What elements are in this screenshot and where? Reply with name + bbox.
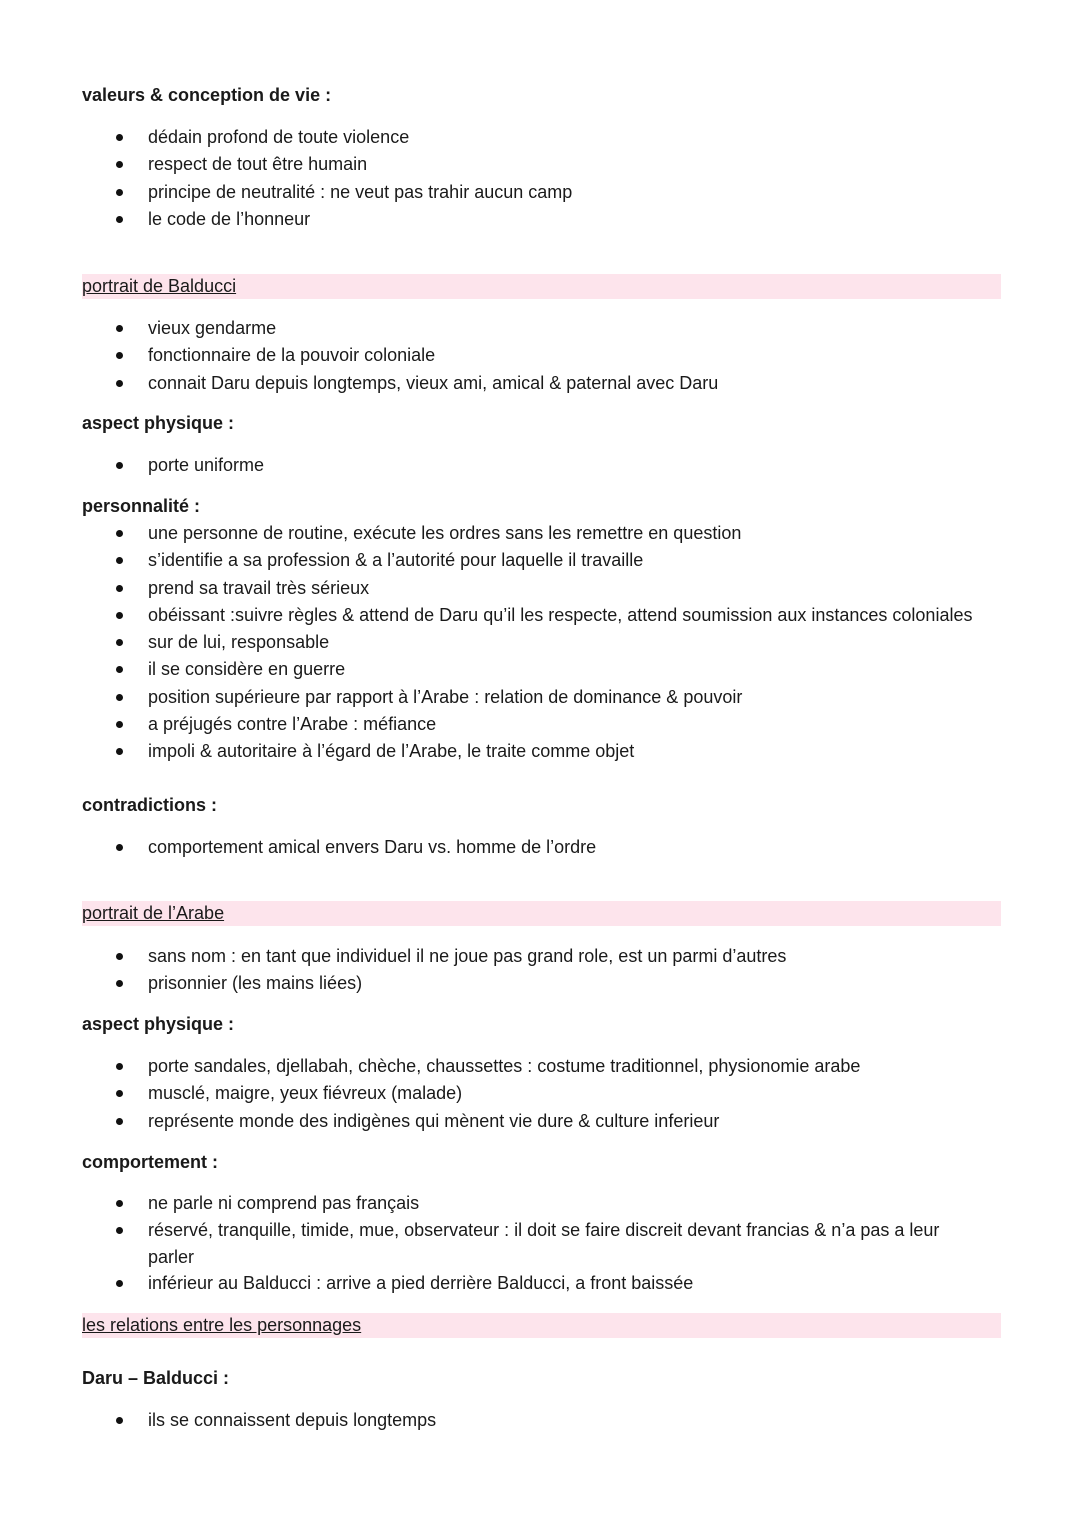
arabe-intro-list — [113, 943, 786, 998]
bullet-item: position supérieure par rapport à l’Arabe : relation de dominance & pouvoir — [113, 684, 972, 711]
bullet-item: dédain profond de toute violence — [113, 124, 572, 151]
balducci-contradictions-heading: contradictions : — [82, 795, 218, 815]
bullet-item: le code de l’honneur — [113, 206, 572, 233]
arabe-comportement-list — [113, 1190, 968, 1298]
bullet-item: prisonnier (les mains liées) — [113, 970, 786, 997]
values-heading: valeurs & conception de vie : — [82, 85, 332, 105]
values-list — [113, 124, 572, 233]
bullet-item: porte sandales, djellabah, chèche, chaussettes : costume traditionnel, physionomie arabe — [113, 1053, 860, 1080]
bullet-item: comportement amical envers Daru vs. homme de l’ordre — [113, 834, 596, 861]
bullet-item: a préjugés contre l’Arabe : méfiance — [113, 711, 972, 738]
bullet-item: une personne de routine, exécute les ordres sans les remettre en question — [113, 520, 972, 547]
balducci-personnalite-list — [113, 520, 972, 766]
bullet-item: inférieur au Balducci : arrive a pied derrière Balducci, a front baissée — [113, 1270, 968, 1297]
bullet-item: sans nom : en tant que individuel il ne joue pas grand role, est un parmi d’autres — [113, 943, 786, 970]
balducci-contradictions-list — [113, 834, 596, 861]
bullet-item: ils se connaissent depuis longtemps — [113, 1407, 436, 1434]
section-title-balducci: portrait de Balducci — [82, 274, 1001, 299]
bullet-item: prend sa travail très sérieux — [113, 575, 972, 602]
section-title-arabe: portrait de l’Arabe — [82, 901, 1001, 926]
balducci-physique-list — [113, 452, 264, 479]
bullet-item: musclé, maigre, yeux fiévreux (malade) — [113, 1080, 860, 1107]
arabe-physique-heading: aspect physique : — [82, 1014, 235, 1034]
bullet-item: impoli & autoritaire à l’égard de l’Arabe, le traite comme objet — [113, 738, 972, 765]
bullet-item: vieux gendarme — [113, 315, 718, 342]
arabe-physique-list — [113, 1053, 860, 1135]
bullet-item: respect de tout être humain — [113, 151, 572, 178]
bullet-item: sur de lui, responsable — [113, 629, 972, 656]
bullet-item: porte uniforme — [113, 452, 264, 479]
bullet-item: principe de neutralité : ne veut pas trahir aucun camp — [113, 179, 572, 206]
bullet-item: il se considère en guerre — [113, 656, 972, 683]
relations-daru-balducci-heading: Daru – Balducci : — [82, 1368, 230, 1388]
bullet-item: ne parle ni comprend pas français — [113, 1190, 968, 1217]
arabe-comportement-heading: comportement : — [82, 1152, 219, 1172]
balducci-intro-list — [113, 315, 718, 397]
relations-list — [113, 1407, 436, 1434]
bullet-item: s’identifie a sa profession & a l’autorité pour laquelle il travaille — [113, 547, 972, 574]
bullet-item: fonctionnaire de la pouvoir coloniale — [113, 342, 718, 369]
balducci-personnalite-heading: personnalité : — [82, 496, 201, 516]
section-title-relations: les relations entre les personnages — [82, 1313, 1001, 1338]
bullet-item: réservé, tranquille, timide, mue, observateur : il doit se faire discreit devant francias & n’a pas a leur parler — [113, 1217, 968, 1270]
bullet-item: connait Daru depuis longtemps, vieux ami, amical & paternal avec Daru — [113, 370, 718, 397]
bullet-item: obéissant :suivre règles & attend de Daru qu’il les respecte, attend soumission aux instances coloniales — [113, 602, 972, 629]
balducci-physique-heading: aspect physique : — [82, 413, 235, 433]
bullet-item: représente monde des indigènes qui mènent vie dure & culture inferieur — [113, 1108, 860, 1135]
